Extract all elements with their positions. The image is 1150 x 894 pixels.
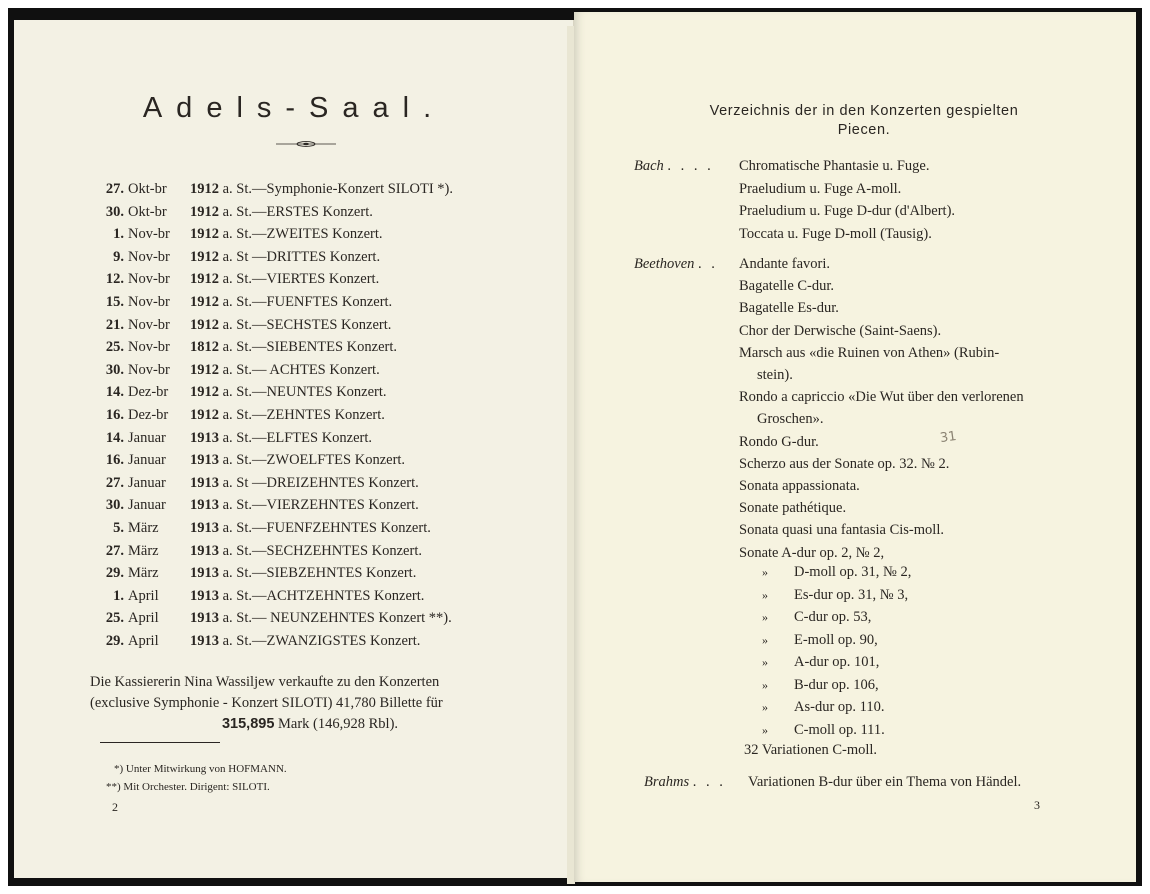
works-title-line: Piecen. bbox=[837, 122, 891, 138]
concert-text: a. St.— ACHTES Konzert. bbox=[222, 361, 380, 378]
concert-year: 1912 bbox=[190, 271, 219, 288]
work-item: Sonate A-dur op. 2, № 2, bbox=[739, 544, 885, 561]
summary-amount: 315,895 bbox=[221, 716, 275, 732]
summary-line: (exclusive Symphonie - Konzert SILOTI) 41,780 Billette für bbox=[90, 695, 443, 711]
sonate-item bbox=[762, 587, 908, 604]
concert-month: Nov-br bbox=[128, 226, 170, 243]
work-item: Chor der Derwische (Saint-Saens). bbox=[739, 322, 942, 339]
concert-year: 1912 bbox=[190, 203, 219, 220]
work-item: Rondo G-dur. bbox=[739, 433, 819, 450]
concert-text: a. St.—SECHZEHNTES Konzert. bbox=[222, 542, 422, 559]
sonate-key: C-dur op. 53, bbox=[794, 609, 872, 625]
concert-day: 16. bbox=[105, 406, 124, 423]
concert-year: 1913 bbox=[190, 474, 219, 491]
concert-year: 1912 bbox=[190, 316, 219, 333]
concert-year: 1913 bbox=[190, 542, 219, 559]
ditto-mark: » bbox=[762, 565, 768, 579]
concert-year: 1913 bbox=[190, 565, 219, 582]
concert-entry bbox=[86, 427, 556, 450]
concert-entry bbox=[86, 449, 556, 472]
concert-day: 12. bbox=[105, 271, 124, 288]
concert-year: 1913 bbox=[190, 519, 219, 536]
composer-name: Brahms bbox=[644, 774, 690, 790]
sonate-item bbox=[762, 699, 884, 716]
concert-text: a. St.—ACHTZEHNTES Konzert. bbox=[222, 587, 425, 604]
concert-entry bbox=[86, 291, 556, 314]
concert-year: 1913 bbox=[190, 452, 219, 469]
concert-text: a. St.—ELFTES Konzert. bbox=[222, 429, 373, 446]
work-item: Bagatelle Es-dur. bbox=[739, 300, 839, 317]
composer-brahms bbox=[644, 774, 726, 791]
concert-text: a. St.—Symphonie-Konzert SILOTI *). bbox=[222, 181, 453, 197]
concert-day: 25. bbox=[105, 339, 124, 356]
concert-day: 16. bbox=[105, 452, 124, 469]
concert-entry bbox=[86, 336, 556, 359]
leader-dots: . . bbox=[698, 256, 718, 272]
concert-year: 1913 bbox=[190, 632, 219, 649]
concert-day: 30. bbox=[105, 361, 124, 378]
summary-amount-rest: Mark (146,928 Rbl). bbox=[278, 716, 399, 732]
concert-day: 25. bbox=[105, 610, 124, 627]
concert-entry bbox=[86, 404, 556, 427]
concert-day: 27. bbox=[105, 181, 124, 197]
work-item: Rondo a capriccio «Die Wut über den verlorenen bbox=[739, 389, 1024, 406]
work-item: Marsch aus «die Ruinen von Athen» (Rubin- bbox=[739, 344, 1000, 361]
page-number-right: 3 bbox=[1034, 798, 1040, 812]
concert-day: 21. bbox=[105, 316, 124, 333]
concert-year: 1912 bbox=[190, 181, 219, 197]
sonate-item bbox=[762, 632, 878, 649]
work-item: Praeludium u. Fuge A-moll. bbox=[739, 180, 902, 197]
works-title-line: Verzeichnis der in den Konzerten gespielten bbox=[709, 103, 1019, 119]
concert-day: 5. bbox=[113, 519, 124, 536]
concert-month: Nov-br bbox=[128, 361, 170, 378]
work-item: Scherzo aus der Sonate op. 32. № 2. bbox=[739, 455, 950, 472]
concert-text: a. St.—VIERTES Konzert. bbox=[222, 271, 380, 288]
concert-entry bbox=[86, 517, 556, 540]
concert-day: 30. bbox=[105, 203, 124, 220]
work-item: Praeludium u. Fuge D-dur (d'Albert). bbox=[739, 203, 956, 219]
concert-year: 1812 bbox=[190, 339, 219, 356]
work-item: Toccata u. Fuge D-moll (Tausig). bbox=[739, 225, 932, 242]
concert-text: a. St.—ERSTES Konzert. bbox=[222, 203, 373, 220]
right-page bbox=[574, 12, 1136, 882]
work-item: Andante favori. bbox=[739, 256, 830, 272]
work-item: Bagatelle C-dur. bbox=[739, 278, 835, 295]
ditto-mark: » bbox=[762, 722, 768, 737]
concert-year: 1912 bbox=[190, 248, 219, 265]
concert-day: 14. bbox=[105, 429, 124, 446]
concert-month: Januar bbox=[128, 474, 166, 491]
concert-entry bbox=[86, 268, 556, 291]
concert-month: Januar bbox=[128, 429, 166, 446]
page-number-left: 2 bbox=[112, 800, 118, 814]
concert-month: Nov-br bbox=[128, 339, 170, 356]
concert-month: März bbox=[128, 519, 159, 536]
work-item: Sonata quasi una fantasia Cis-moll. bbox=[739, 522, 944, 539]
sonate-key: C-moll op. 111. bbox=[794, 721, 885, 738]
concert-year: 1912 bbox=[190, 361, 219, 378]
concert-day: 29. bbox=[105, 565, 124, 582]
concert-month: April bbox=[128, 632, 159, 649]
ditto-mark: » bbox=[762, 677, 768, 692]
sonate-key: B-dur op. 106, bbox=[794, 676, 879, 693]
concert-year: 1913 bbox=[190, 429, 219, 446]
concert-entry bbox=[86, 178, 556, 201]
leader-dots: . . . . bbox=[667, 158, 714, 174]
concert-entry bbox=[86, 562, 556, 585]
sonate-key: Es-dur op. 31, № 3, bbox=[794, 586, 909, 603]
work-item: Chromatische Phantasie u. Fuge. bbox=[739, 158, 930, 174]
ditto-mark: » bbox=[762, 587, 768, 602]
concert-day: 27. bbox=[105, 542, 124, 559]
concert-entry bbox=[86, 540, 556, 563]
sonate-item bbox=[762, 564, 911, 581]
concert-month: Okt-br bbox=[128, 203, 167, 220]
concert-text: a. St.—SIEBZEHNTES Konzert. bbox=[222, 565, 417, 582]
concert-text: a. St.—ZEHNTES Konzert. bbox=[222, 406, 385, 423]
work-item: Sonata appassionata. bbox=[739, 478, 860, 494]
sonate-key: A-dur op. 101, bbox=[794, 654, 880, 670]
concert-month: Nov-br bbox=[128, 271, 170, 288]
concert-year: 1913 bbox=[190, 610, 219, 627]
concert-month: Nov-br bbox=[128, 293, 170, 310]
concert-year: 1913 bbox=[190, 587, 219, 604]
sonate-item bbox=[762, 722, 885, 739]
sonate-item bbox=[762, 677, 879, 694]
concert-month: April bbox=[128, 610, 159, 627]
concert-entry bbox=[86, 607, 556, 630]
work-item: Sonate pathétique. bbox=[739, 500, 847, 517]
concert-month: März bbox=[128, 565, 159, 582]
work-variations: 32 Variationen C-moll. bbox=[744, 742, 878, 758]
concert-entry bbox=[86, 359, 556, 382]
concert-day: 1. bbox=[113, 587, 124, 604]
work-item: Groschen». bbox=[757, 411, 824, 428]
concert-year: 1912 bbox=[190, 226, 219, 243]
footnote-orchester: **) Mit Orchester. Dirigent: SILOTI. bbox=[106, 781, 270, 793]
concert-text: a. St.—ZWEITES Konzert. bbox=[222, 226, 383, 243]
concert-year: 1912 bbox=[190, 293, 219, 310]
footnote-rule bbox=[100, 742, 220, 743]
concert-day: 30. bbox=[105, 497, 124, 514]
concert-text: a. St.—NEUNTES Konzert. bbox=[222, 384, 387, 401]
concert-entry bbox=[86, 494, 556, 517]
concert-entry bbox=[86, 314, 556, 337]
concert-month: Januar bbox=[128, 497, 166, 514]
concert-text: a. St.—FUENFZEHNTES Konzert. bbox=[222, 519, 431, 536]
leader-dots: . . . bbox=[692, 774, 726, 790]
summary-amount-line bbox=[90, 714, 530, 735]
ticket-summary bbox=[90, 672, 530, 735]
sonate-item bbox=[762, 654, 879, 671]
hall-title: Adels-Saal. bbox=[142, 92, 446, 124]
concert-entry bbox=[86, 246, 556, 269]
concert-text: a. St.— NEUNZEHNTES Konzert **). bbox=[222, 610, 452, 627]
composer-name: Beethoven bbox=[634, 256, 695, 272]
concert-text: a. St —DREIZEHNTES Konzert. bbox=[222, 474, 419, 491]
concert-year: 1913 bbox=[190, 497, 219, 514]
sonate-key: As-dur op. 110. bbox=[794, 699, 885, 715]
works-title bbox=[614, 102, 1114, 140]
concert-day: 27. bbox=[105, 474, 124, 491]
concert-day: 9. bbox=[113, 248, 124, 265]
work-item: stein). bbox=[757, 367, 793, 383]
scan-frame bbox=[8, 8, 1142, 886]
composer-beethoven bbox=[634, 256, 718, 273]
concert-list bbox=[86, 178, 556, 652]
concert-entry bbox=[86, 472, 556, 495]
sonate-key: E-moll op. 90, bbox=[794, 631, 878, 648]
footnotes bbox=[106, 760, 287, 796]
work-brahms-variations: Variationen B-dur über ein Thema von Händel. bbox=[748, 774, 1022, 790]
ditto-mark: » bbox=[762, 655, 768, 669]
concert-month: April bbox=[128, 587, 159, 604]
ornament-divider bbox=[276, 140, 336, 148]
concert-entry bbox=[86, 223, 556, 246]
concert-day: 1. bbox=[113, 226, 124, 243]
concert-month: Dez-br bbox=[128, 384, 169, 401]
ditto-mark: » bbox=[762, 632, 768, 647]
concert-month: März bbox=[128, 542, 159, 559]
concert-month: Dez-br bbox=[128, 406, 169, 423]
concert-month: Januar bbox=[128, 452, 166, 469]
sonate-key: D-moll op. 31, № 2, bbox=[794, 564, 912, 580]
concert-month: Nov-br bbox=[128, 248, 170, 265]
concert-year: 1912 bbox=[190, 406, 219, 423]
concert-text: a. St.—FUENFTES Konzert. bbox=[222, 293, 393, 310]
concert-day: 29. bbox=[105, 632, 124, 649]
concert-day: 15. bbox=[105, 293, 124, 310]
ditto-mark: » bbox=[762, 700, 768, 714]
left-page bbox=[14, 20, 574, 878]
concert-entry bbox=[86, 585, 556, 608]
concert-entry bbox=[86, 201, 556, 224]
pencil-annotation: 31 bbox=[939, 428, 958, 447]
concert-entry bbox=[86, 381, 556, 404]
summary-line: Die Kassiererin Nina Wassiljew verkaufte zu den Konzerten bbox=[90, 674, 440, 690]
concert-text: a. St.—ZWANZIGSTES Konzert. bbox=[222, 632, 421, 649]
ditto-mark: » bbox=[762, 610, 768, 624]
composer-bach bbox=[634, 158, 714, 175]
concert-month: Nov-br bbox=[128, 316, 170, 333]
sonate-item bbox=[762, 609, 871, 626]
concert-text: a. St —DRITTES Konzert. bbox=[222, 248, 381, 265]
concert-day: 14. bbox=[105, 384, 124, 401]
footnote-hofmann: *) Unter Mitwirkung von HOFMANN. bbox=[114, 763, 287, 775]
concert-text: a. St.—VIERZEHNTES Konzert. bbox=[222, 497, 419, 514]
concert-year: 1912 bbox=[190, 384, 219, 401]
concert-text: a. St.—SECHSTES Konzert. bbox=[222, 316, 392, 333]
concert-month: Okt-br bbox=[128, 181, 167, 197]
composer-name: Bach bbox=[634, 158, 664, 174]
concert-text: a. St.—SIEBENTES Konzert. bbox=[222, 339, 398, 356]
concert-text: a. St.—ZWOELFTES Konzert. bbox=[222, 452, 406, 469]
concert-entry bbox=[86, 630, 556, 653]
